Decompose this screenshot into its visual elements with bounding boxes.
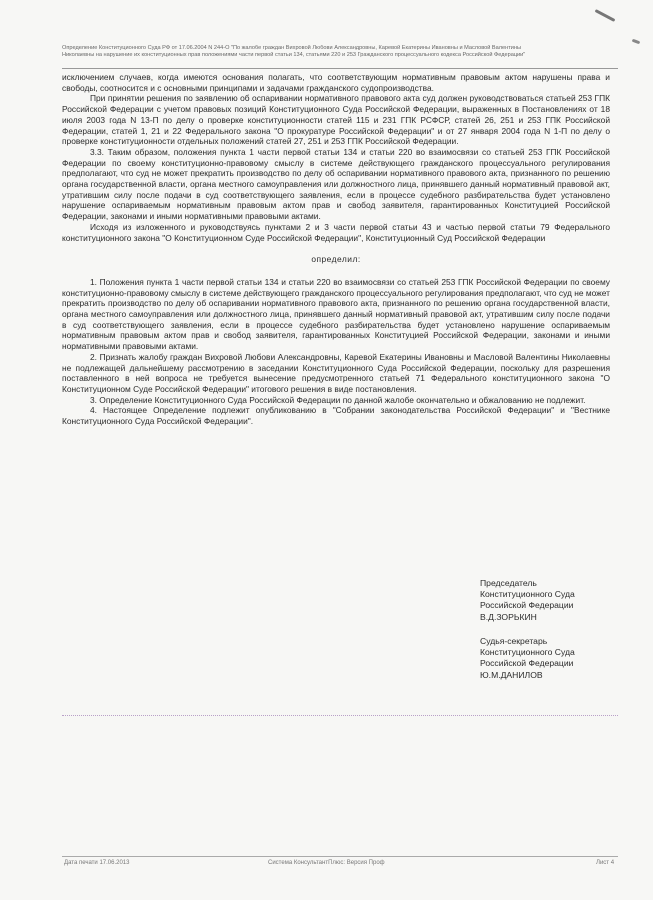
decision-point: 1. Положения пункта 1 части первой статьи 134 и статьи 220 во взаимосвязи со статьей 253 ГПК Российской Федерации по своему конституционно-правовому смыслу в системе действующего гражданского процессуального регулирования предполагают, что суд не может прекратить производство по делу об оспаривании нормативного правового акта, признанного по решению органа государственной власти, органа местного самоуправления или должностного лица, принявшего данный нормативный правовой акт, утратившим силу после подачи в суд соответствующего заявления, если в процессе судебного разбирательства будет установлено нарушение оспариваемым нормативным правовым актом прав и свобод заявителя, гарантированных Конституцией Российской Федерации, законами и иными нормативными правовыми актами. (62, 276, 610, 352)
scan-mark (632, 39, 641, 45)
signature-title: Судья-секретарь (480, 636, 548, 646)
scan-mark (595, 9, 616, 22)
paragraph: 3.3. Таким образом, положения пункта 1 части первой статьи 134 и статьи 220 во взаимосвязи со статьей 253 ГПК Российской Федерации по своему конституционно-правовому смыслу в системе действующего гражданского процессуального регулирования предполагают, что суд не может прекратить производство по делу об оспаривании нормативного правового акта, признанного по решению органа государственной власти, органа местного самоуправления или должностного лица, принявшего данный нормативный правовой акт, утратившим силу после подачи в суд соответствующего заявления, если в процессе судебного разбирательства будет установлено нарушение оспариваемым нормативным правовым актом прав и свобод заявителя, гарантированных Конституцией Российской Федерации, законами и иными нормативными правовыми актами. (62, 146, 610, 222)
header-line-2: Николаевны на нарушение их конституционных прав положениями части первой статьи 134, статьями 220 и 253 Гражданского процессуального кодекса Российской Федерации" (62, 52, 526, 58)
footer-divider (62, 856, 618, 857)
source-system: Система КонсультантПлюс: Версия Проф (268, 860, 385, 866)
document-body (62, 72, 610, 427)
decision-point: 2. Признать жалобу граждан Вихровой Любови Александровны, Каревой Екатерины Ивановны и Масловой Валентины Николаевны не подлежащей дальнейшему рассмотрению в заседании Конституционного Суда Российской Федерации, поскольку для разрешения поставленного в ней вопроса не требуется вынесение предусмотренного статьей 71 Федерального конституционного закона "О Конституционном Суде Российской Федерации" итогового решения в виде постановления. (62, 351, 610, 394)
decision-point: 4. Настоящее Определение подлежит опубликованию в "Собрании законодательства Российской Федерации" и "Вестнике Конституционного Суда Российской Федерации". (62, 405, 610, 427)
signature-secretary (480, 636, 630, 681)
signature-title: Конституционного Суда (480, 647, 575, 658)
page-number: Лист 4 (596, 860, 615, 866)
document-header (62, 45, 602, 59)
signature-title: Российской Федерации (480, 658, 574, 669)
decision-heading: определил: (311, 254, 361, 265)
dotted-divider (62, 715, 618, 716)
print-date: Дата печати 17.06.2013 (64, 860, 130, 866)
signature-title: Российской Федерации (480, 600, 574, 611)
signature-chair (480, 578, 630, 623)
header-divider (62, 68, 618, 69)
paragraph: исключением случаев, когда имеются основания полагать, что соответствующим нормативным правовым актом нарушены права и свободы, соотносится и с основными принципами и задачами гражданского судопроизводства. (62, 72, 610, 93)
signature-title: Конституционного Суда (480, 589, 575, 600)
signature-name: В.Д.ЗОРЬКИН (480, 611, 537, 622)
signature-name: Ю.М.ДАНИЛОВ (480, 669, 543, 680)
decision-point: 3. Определение Конституционного Суда Российской Федерации по данной жалобе окончательно и обжалованию не подлежит. (90, 394, 586, 405)
header-line-1: Определение Конституционного Суда РФ от 17.06.2004 N 244-О "По жалобе граждан Вихровой Любови Александровны, Каревой Екатерины Ивановны и Масловой Валентины (62, 45, 521, 51)
paragraph: При принятии решения по заявлению об оспаривании нормативного правового акта суд должен руководствоваться статьей 253 ГПК Российской Федерации с учетом правовых позиций Конституционного Суда Российской Федерации, выраженных в Постановлениях от 18 июля 2003 года N 13-П по делу о проверке конституционности статей 115 и 231 ГПК РСФСР, статей 26, 251 и 253 ГПК Российской Федерации, статей 1, 21 и 22 Федерального закона "О прокуратуре Российской Федерации" и от 27 января 2004 года N 1-П по делу о проверке конституционности отдельных положений статей 27, 251 и 253 ГПК Российской Федерации. (62, 93, 610, 147)
paragraph: Исходя из изложенного и руководствуясь пунктами 2 и 3 части первой статьи 43 и частью первой статьи 79 Федерального конституционного закона "О Конституционном Суде Российской Федерации", Конституционный Суд Российской Федерации (62, 221, 610, 243)
signature-title: Председатель (480, 578, 537, 588)
